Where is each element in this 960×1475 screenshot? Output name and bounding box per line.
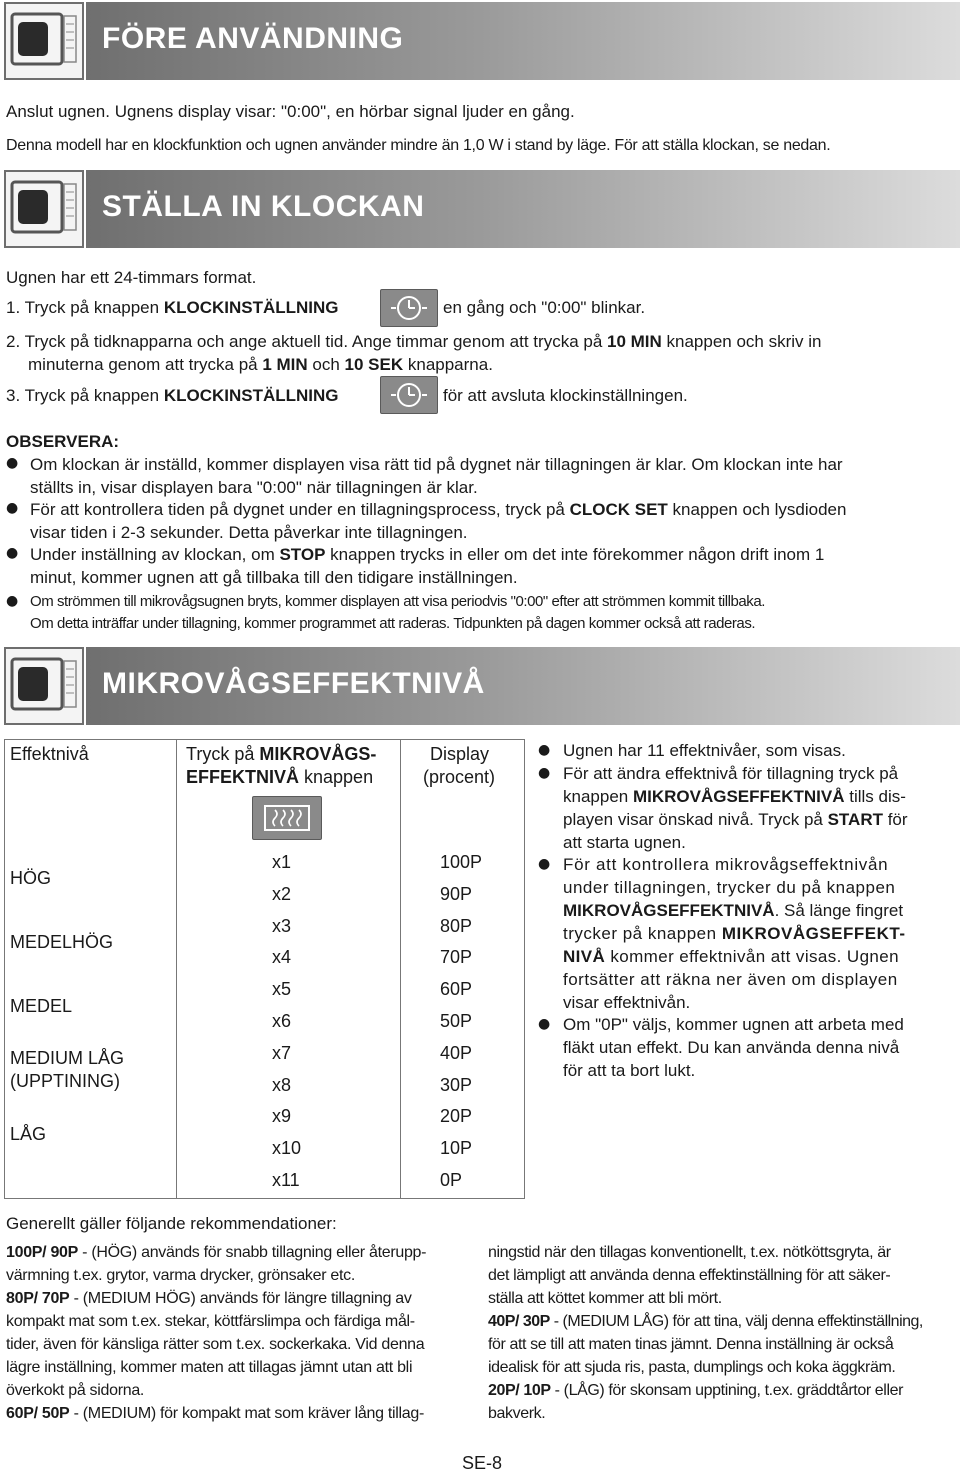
section-title: FÖRE ANVÄNDNING — [102, 22, 404, 55]
clock-step-3-post: för att avsluta klockinställningen. — [443, 386, 688, 405]
level-lag: LÅG — [10, 1124, 47, 1144]
bullet-icon: ● — [538, 765, 551, 781]
rec-left-4: kompakt mat som t.ex. stekar, köttfärslimpa och färdiga mål- — [6, 1313, 415, 1330]
microwave-icon — [4, 647, 84, 725]
right-bullet-1: Ugnen har 11 effektnivåer, som visas. — [563, 741, 846, 760]
rec-right-3: ställa att köttet kommer att bli mört. — [488, 1290, 722, 1307]
right-bullet-4-l3: för att ta bort lukt. — [563, 1061, 696, 1080]
level-medel: MEDEL — [10, 996, 73, 1016]
right-bullet-4-l1: Om "0P" väljs, kommer ugnen att arbeta med — [563, 1015, 904, 1034]
note-4-line-1: Om strömmen till mikrovågsugnen bryts, kommer displayen att visa periodvis "0:00" efter att strömmen kommit tillbaka. — [30, 593, 765, 610]
right-bullet-3-l3: MIKROVÅGSEFFEKTNIVÅ. Så länge fingret — [563, 901, 904, 920]
right-bullet-3-l4: trycker på knappen MIKROVÅGSEFFEKT- — [563, 924, 906, 943]
clock-step-1: 1. Tryck på knappen KLOCKINSTÄLLNING — [6, 298, 339, 317]
rec-right-7: 20P/ 10P - (LÅG) för skonsam upptining, t.ex. gräddtårtor eller — [488, 1382, 904, 1399]
rec-right-8: bakverk. — [488, 1405, 546, 1422]
section-header-klocka — [4, 170, 960, 250]
table-header-press: Tryck på MIKROVÅGS- — [186, 744, 377, 764]
rec-right-5: för att se till att maten tinas jämnt. Denna inställning är också — [488, 1336, 894, 1353]
bullet-icon: ● — [6, 593, 19, 609]
right-bullet-2-l4: att starta ugnen. — [563, 833, 686, 852]
display-value: 80P — [440, 915, 473, 936]
press-count: x6 — [272, 1011, 292, 1031]
press-count: x9 — [272, 1106, 292, 1127]
display-value: 70P — [440, 947, 473, 968]
note-2-line-2: visar tiden i 2-3 sekunder. Detta påverkar inte tillagningen. — [30, 523, 468, 542]
press-count: x3 — [272, 915, 292, 936]
bullet-icon: ● — [6, 545, 19, 561]
press-count: x4 — [272, 947, 292, 968]
right-bullet-3-l2: under tillagningen, trycker du på knappen — [563, 878, 896, 897]
clock-step-3: 3. Tryck på knappen KLOCKINSTÄLLNING — [6, 386, 339, 405]
table-header-level: Effektnivå — [10, 744, 89, 764]
page-number: SE-8 — [462, 1453, 503, 1473]
right-bullet-2-l3: playen visar önskad nivå. Tryck på START för — [563, 810, 908, 829]
press-count: x8 — [272, 1074, 292, 1095]
display-value: 30P — [440, 1074, 473, 1095]
note-2-line-1: För att kontrollera tiden på dygnet under en tillagningsprocess, tryck på CLOCK SET knappen och lysdioden — [30, 500, 847, 519]
display-value: 60P — [440, 979, 473, 1000]
intro-line-1: Anslut ugnen. Ugnens display visar: "0:00", en hörbar signal ljuder en gång. — [6, 102, 575, 121]
level-hog: HÖG — [10, 868, 52, 888]
right-bullet-3-l7: visar effektnivån. — [563, 993, 691, 1012]
clock-step-2-line-2: minuterna genom att trycka på 1 MIN och 10 SEK knapparna. — [28, 355, 493, 374]
rec-left-3: 80P/ 70P - (MEDIUM HÖG) används för längre tillagning av — [6, 1290, 412, 1307]
level-medium-lag: MEDIUM LÅG — [10, 1048, 125, 1068]
bullet-icon: ● — [538, 856, 551, 872]
clock-format: Ugnen har ett 24-timmars format. — [6, 268, 257, 287]
display-value: 90P — [440, 883, 473, 904]
note-1-line-2: ställts in, visar displayen bara "0:00" när tillagningen är klar. — [30, 478, 478, 497]
clock-set-button-icon — [380, 289, 438, 327]
bullet-icon: ● — [6, 455, 19, 471]
note-title: OBSERVERA: — [6, 432, 120, 451]
display-value: 40P — [440, 1042, 473, 1063]
clock-set-button-icon — [380, 376, 438, 414]
section-header-fore — [4, 2, 960, 82]
clock-step-2-line-1: 2. Tryck på tidknapparna och ange aktuell tid. Ange timmar genom att trycka på 10 MIN knappen och skriv in — [6, 332, 822, 351]
section-title: MIKROVÅGSEFFEKTNIVÅ — [102, 667, 485, 700]
section-title: STÄLLA IN KLOCKAN — [102, 190, 425, 223]
right-bullet-3-l5: NIVÅ kommer effektnivån att visas. Ugnen — [563, 947, 899, 966]
intro-line-2: Denna modell har en klockfunktion och ugnen använder mindre än 1,0 W i stand by läge. För att ställa klockan, se nedan. — [6, 137, 831, 154]
note-3-line-1: Under inställning av klockan, om STOP knappen trycks in eller om det inte förekommer någon drift inom 1 — [30, 545, 825, 564]
display-value: 10P — [440, 1138, 473, 1159]
level-medelhog: MEDELHÖG — [10, 932, 114, 952]
right-bullet-2-l1: För att ändra effektnivå för tillagning tryck på — [563, 764, 899, 783]
display-value: 0P — [440, 1170, 463, 1190]
rec-right-1: ningstid när den tillagas konventionellt, t.ex. nötköttsgryta, är — [488, 1244, 891, 1261]
press-count: x11 — [272, 1170, 300, 1190]
rec-right-6: idealisk för att sjuda ris, pasta, dumplings och koka äggkräm. — [488, 1359, 896, 1376]
right-bullet-4-l2: fläkt utan effekt. Du kan använda denna nivå — [563, 1038, 900, 1057]
rec-title: Generellt gäller följande rekommendationer: — [6, 1214, 337, 1233]
rec-left-6: lägre inställning, kommer maten att tillagas jämnt utan att bli — [6, 1359, 413, 1376]
rec-left-8: 60P/ 50P - (MEDIUM) för kompakt mat som kräver lång tillag- — [6, 1405, 424, 1422]
right-bullet-3-l1: För att kontrollera mikrovågseffektnivån — [563, 855, 889, 874]
right-bullet-2-l2: knappen MIKROVÅGSEFFEKTNIVÅ tills dis- — [563, 787, 906, 806]
table-header-display: Display — [430, 744, 490, 764]
rec-left-7: överkokt på sidorna. — [6, 1382, 145, 1399]
press-count: x5 — [272, 979, 292, 1000]
table-header-display-2: (procent) — [423, 767, 496, 787]
display-value: 50P — [440, 1011, 473, 1031]
display-value: 100P — [440, 852, 483, 872]
bullet-icon: ● — [6, 500, 19, 516]
right-bullet-3-l6: fortsätter att räkna ner även om displayen — [563, 970, 898, 989]
bullet-icon: ● — [538, 1016, 551, 1032]
press-count: x10 — [272, 1138, 302, 1159]
power-level-button-icon — [252, 796, 322, 840]
table-header-press-2: EFFEKTNIVÅ knappen — [186, 767, 374, 787]
press-count: x2 — [272, 883, 292, 904]
clock-step-1-post: en gång och "0:00" blinkar. — [443, 298, 646, 317]
display-value: 20P — [440, 1106, 473, 1127]
rec-right-4: 40P/ 30P - (MEDIUM LÅG) för att tina, välj denna effektinställning, — [488, 1313, 923, 1330]
press-count: x1 — [272, 852, 292, 872]
note-3-line-2: minut, kommer ugnen att gå tillbaka till den tidigare inställningen. — [30, 568, 518, 587]
microwave-icon — [4, 170, 84, 248]
microwave-icon — [4, 2, 84, 80]
rec-right-2: det lämpligt att använda denna effektinställning för att säker- — [488, 1267, 891, 1284]
rec-left-2: värmning t.ex. grytor, varma drycker, grönsaker etc. — [6, 1267, 355, 1284]
section-header-effekt — [4, 647, 960, 727]
level-upptining: (UPPTINING) — [10, 1071, 120, 1091]
rec-left-1: 100P/ 90P - (HÖG) används för snabb tillagning eller återupp- — [6, 1244, 427, 1261]
rec-left-5: tider, även för känsliga rätter som t.ex. sockerkaka. Vid denna — [6, 1336, 425, 1353]
press-count: x7 — [272, 1042, 292, 1063]
bullet-icon: ● — [538, 742, 551, 758]
note-1-line-1: Om klockan är inställd, kommer displayen visa rätt tid på dygnet när tillagningen är klar. Om klockan inte har — [30, 455, 843, 474]
note-4-line-2: Om detta inträffar under tillagning, kommer programmet att raderas. Tidpunkten på dagen kommer också att raderas. — [30, 615, 756, 632]
